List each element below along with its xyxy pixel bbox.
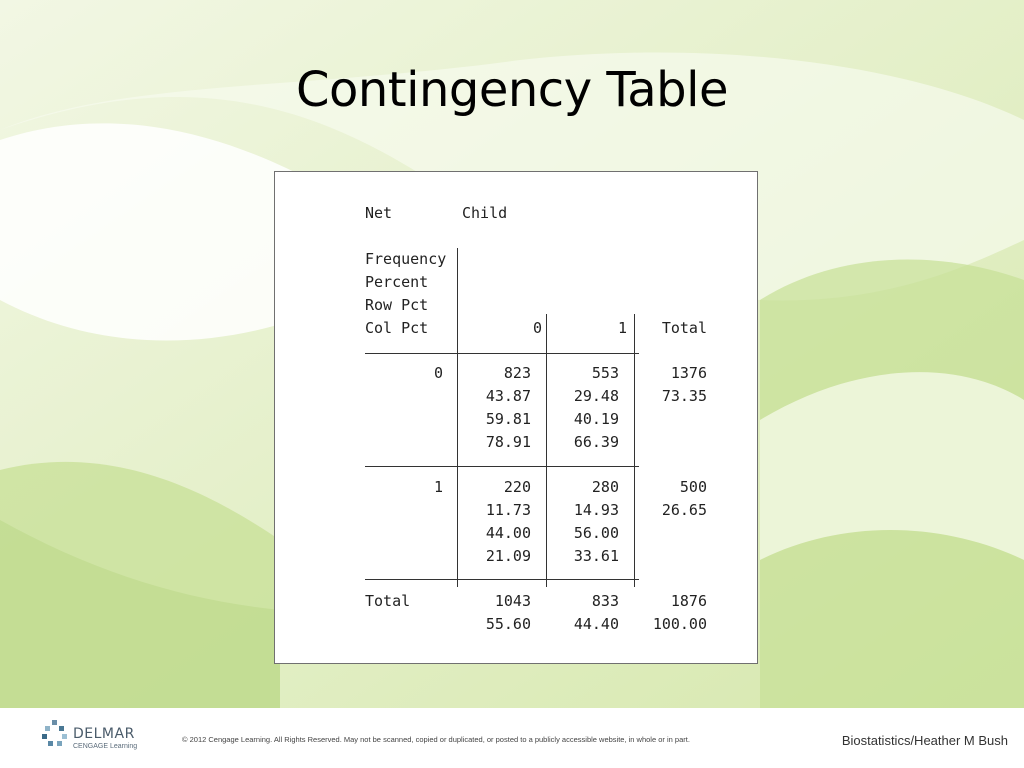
column-header-1: 1 <box>617 319 627 337</box>
copyright-notice: © 2012 Cengage Learning. All Rights Reserved. May not be scanned, copied or duplicated, or posted to a publicly accessible website, in whole or in part. <box>182 735 690 744</box>
cell-r1-c0-col-pct: 21.09 <box>485 547 531 565</box>
total-row-label: Total <box>365 592 411 610</box>
cell-total-c1-percent: 44.40 <box>573 615 619 633</box>
body-divider-col1 <box>634 353 635 587</box>
stat-label-col-pct: Col Pct <box>365 319 429 337</box>
cell-grand-total-frequency: 1876 <box>670 592 707 610</box>
column-header-0: 0 <box>532 319 542 337</box>
body-divider-col0 <box>546 353 547 587</box>
logo-name: DELMAR <box>73 726 135 742</box>
cell-total-c1-frequency: 833 <box>591 592 619 610</box>
logo-subtitle: CENGAGE Learning <box>73 743 138 750</box>
header-divider-col1 <box>634 314 635 358</box>
stat-label-row-pct: Row Pct <box>365 296 429 314</box>
column-variable-label: Child <box>462 204 508 222</box>
cell-grand-total-percent: 100.00 <box>652 615 707 633</box>
cell-r1-c1-frequency: 280 <box>591 478 619 496</box>
cell-r1-c1-col-pct: 33.61 <box>573 547 619 565</box>
stat-label-percent: Percent <box>365 273 429 291</box>
cell-r0-c1-percent: 29.48 <box>573 387 619 405</box>
cell-r1-c1-percent: 14.93 <box>573 501 619 519</box>
cell-r1-c1-row-pct: 56.00 <box>573 524 619 542</box>
cell-r1-c0-frequency: 220 <box>503 478 531 496</box>
header-divider-vertical <box>457 248 458 358</box>
cell-r1-c0-row-pct: 44.00 <box>485 524 531 542</box>
cell-total-c0-frequency: 1043 <box>494 592 531 610</box>
slide-title: Contingency Table <box>296 62 728 118</box>
cell-r0-c1-col-pct: 66.39 <box>573 433 619 451</box>
delmar-logo-icon <box>40 719 70 749</box>
cell-r0-c0-row-pct: 59.81 <box>485 410 531 428</box>
contingency-table <box>274 171 758 664</box>
cell-r0-c0-col-pct: 78.91 <box>485 433 531 451</box>
cell-r0-c1-frequency: 553 <box>591 364 619 382</box>
cell-r1-total-frequency: 500 <box>679 478 707 496</box>
cell-r1-total-percent: 26.65 <box>661 501 707 519</box>
row-label-1: 1 <box>433 478 443 496</box>
row-separator-total <box>365 579 639 580</box>
cell-r0-c0-frequency: 823 <box>503 364 531 382</box>
cell-r0-total-percent: 73.35 <box>661 387 707 405</box>
cell-r1-c0-percent: 11.73 <box>485 501 531 519</box>
header-divider-col0 <box>546 314 547 358</box>
column-header-total: Total <box>661 319 707 337</box>
cell-r0-c0-percent: 43.87 <box>485 387 531 405</box>
cell-r0-total-frequency: 1376 <box>670 364 707 382</box>
cell-r0-c1-row-pct: 40.19 <box>573 410 619 428</box>
row-separator-1 <box>365 466 639 467</box>
cell-total-c0-percent: 55.60 <box>485 615 531 633</box>
body-divider-label <box>457 353 458 587</box>
author-credit: Biostatistics/Heather M Bush <box>841 733 1008 748</box>
row-label-0: 0 <box>433 364 443 382</box>
row-variable-label: Net <box>365 204 393 222</box>
header-rule <box>365 353 639 354</box>
stat-label-frequency: Frequency <box>365 250 447 268</box>
